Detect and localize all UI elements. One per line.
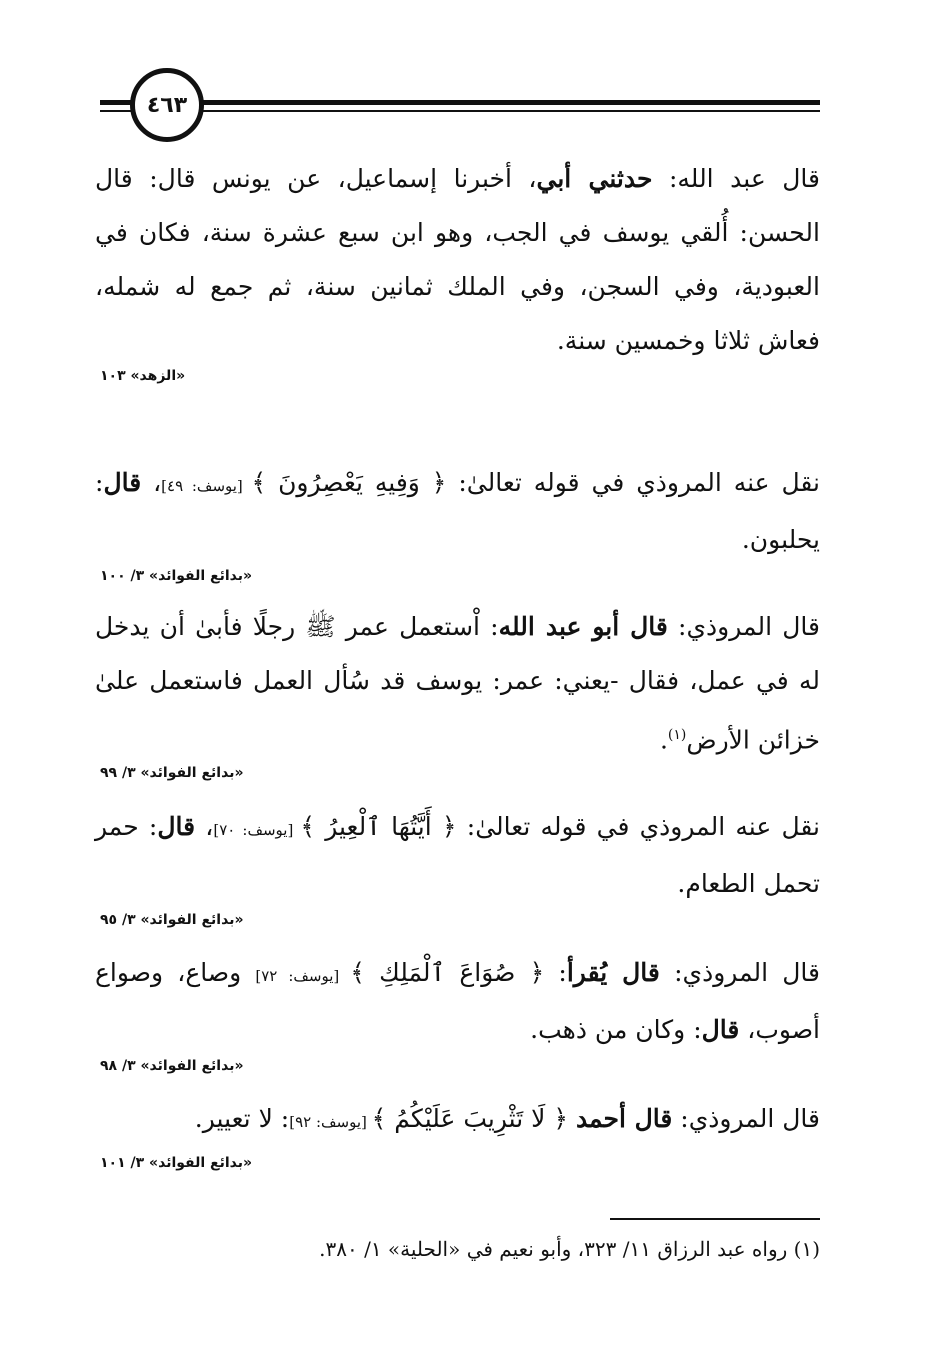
entry-6-source: «بدائع الفوائد» ٣/ ١٠١ xyxy=(100,1155,253,1171)
entry-1-text xyxy=(95,152,820,368)
entry-4-text xyxy=(95,800,820,911)
entry-3-source: «بدائع الفوائد» ٣/ ٩٩ xyxy=(100,765,244,781)
entry-5-quran: ﴿ صُوَاعَ ٱلْمَلِكِ ﴾ xyxy=(350,958,545,987)
entry-3-footnote-marker: (١) xyxy=(667,727,687,743)
page-number: ٤٦٣ xyxy=(146,92,188,118)
entry-3-part: . xyxy=(659,725,668,755)
entry-6-text xyxy=(95,1092,820,1149)
footnote: (١) رواه عبد الرزاق ١١/ ٣٢٣، وأبو نعيم في «الحلية» ١/ ٣٨٠. xyxy=(319,1237,820,1261)
entry-4-ref: [يوسف: ٧٠] xyxy=(213,821,301,839)
entry-5-source: «بدائع الفوائد» ٣/ ٩٨ xyxy=(100,1058,244,1074)
entry-5-text xyxy=(95,946,820,1057)
entry-3-text xyxy=(95,600,820,767)
entry-6-ref: [يوسف: ٩٢] xyxy=(289,1113,372,1131)
entry-2-part: : يحلبون. xyxy=(95,468,820,554)
entry-2-text xyxy=(95,456,820,567)
page-number-badge xyxy=(130,68,204,142)
entry-5-part: : xyxy=(544,958,567,987)
entry-6-quran: ﴿ لَا تَثْرِيبَ عَلَيْكُمُ ﴾ xyxy=(371,1104,568,1133)
entry-5-bold: قال يُقرأ xyxy=(566,958,660,987)
header-rule-thin xyxy=(100,110,820,112)
entry-3-part: قال المروذي: xyxy=(667,612,820,641)
entry-2-part: ، xyxy=(141,468,162,497)
entry-2-source: «بدائع الفوائد» ٣/ ١٠٠ xyxy=(100,568,253,584)
entry-4-part: : حمر تحمل الطعام. xyxy=(95,812,820,898)
entry-2-ref: [يوسف: ٤٩] xyxy=(161,477,252,495)
entry-6-part xyxy=(568,1104,576,1133)
entry-6-bold: قال أحمد xyxy=(575,1104,673,1133)
entry-6-part: قال المروذي: xyxy=(672,1104,820,1133)
entry-2-quran: ﴿ وَفِيهِ يَعْصِرُونَ ﴾ xyxy=(251,468,447,497)
entry-1-source: «الزهد» ١٠٣ xyxy=(100,368,186,384)
entry-4-part: ، xyxy=(195,812,214,841)
entry-6-part: : لا تعيير. xyxy=(194,1104,290,1133)
entry-1-bold: حدثني أبي xyxy=(536,164,653,193)
header-rule-thick xyxy=(100,100,820,105)
entry-2-bold: قال xyxy=(103,468,142,497)
entry-5-part: قال المروذي: xyxy=(659,958,821,987)
entry-4-part: نقل عنه المروذي في قوله تعالىٰ: xyxy=(456,812,821,841)
entry-1-part: قال عبد الله: xyxy=(652,164,820,193)
entry-5-bold: قال xyxy=(701,1015,740,1044)
entry-5-ref: [يوسف: ٧٢] xyxy=(255,967,351,985)
entry-3-bold: قال أبو عبد الله xyxy=(498,612,668,641)
entry-1-part: ، أخبرنا إسماعيل، عن يونس قال: قال الحسن: أُلقي يوسف في الجب، وهو ابن سبع عشرة سنة، فكان في العبودية، وفي السجن، وفي الملك ثمانين سنة، ثم جمع له شمله، فعاش ثلاثا وخمسين سنة. xyxy=(95,164,820,355)
entry-4-source: «بدائع الفوائد» ٣/ ٩٥ xyxy=(100,912,244,928)
entry-3-part: : اْستعمل عمر ﷺ رجلًا فأبىٰ أن يدخل له في عمل، فقال -يعني: عمر: يوسف قد سُأل العمل فاستعمل علىٰ خزائن الأرض xyxy=(95,612,820,755)
entry-2-part: نقل عنه المروذي في قوله تعالىٰ: xyxy=(446,468,821,497)
footnote-rule xyxy=(610,1218,820,1220)
entry-5-part: : وكان من ذهب. xyxy=(530,1015,702,1044)
entry-5-part: وصاع، وصواع أصوب، xyxy=(95,958,820,1044)
entry-4-quran: ﴿ أَيَّتُهَا ٱلْعِيرُ ﴾ xyxy=(300,812,457,841)
entry-4-bold: قال xyxy=(157,812,196,841)
